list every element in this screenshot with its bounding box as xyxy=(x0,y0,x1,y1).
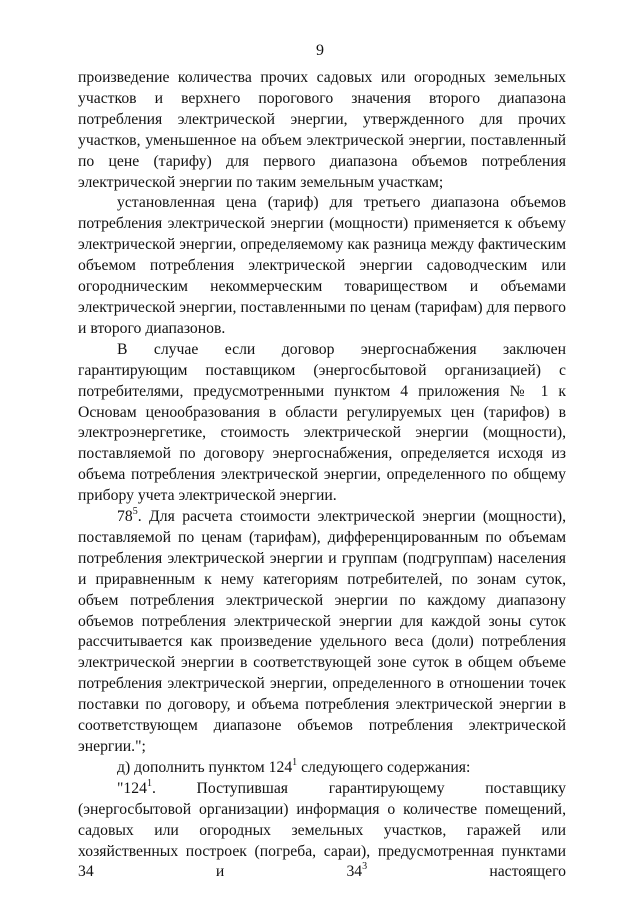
clause-number: 78 xyxy=(117,508,133,526)
clause-text: . Для расчета стоимости электрической энергии (мощности), поставляемой по ценам (тарифам), дифференцированным по объемам потребления электрической энергии и группам (подгруппам) населения и приравненным к нему категориям потребителей, по зонам суток, объем потребления электрической энергии по каждому диапазону объемов потребления электрической энергии для каждой зоны суток рассчитывается как произведение удельного веса (доли) потребления электрической энергии в соответствующей зоне суток в общем объеме потребления электрической энергии, определенного в отношении точек поставки по договору, и объема потребления электрической энергии в соответствующем диапазоне объемов потребления электрической энергии."; xyxy=(78,508,566,755)
reference-superscript: 3 xyxy=(362,861,368,873)
page-number: 9 xyxy=(316,42,324,59)
paragraph-4-clause-78-5 xyxy=(78,507,566,758)
clause-text-end: настоящего xyxy=(367,863,566,881)
paragraph-1: произведение количества прочих садовых или огородных земельных участков и верхнего порогового значения второго диапазона потребления электрической энергии, утвержденного для прочих участков, уменьшенное на объем электрической энергии, поставленный по цене (тарифу) для первого диапазона объемов потребления электрической энергии по таким земельным участкам; xyxy=(78,69,566,191)
amendment-text-end: следующего содержания: xyxy=(297,758,471,776)
clause-number: "124 xyxy=(117,779,147,797)
paragraph-2: установленная цена (тариф) для третьего диапазона объемов потребления электрической энергии (мощности) применяется к объему электрической энергии, определяемому как разница между фактическим объемом потребления электрической энергии садоводческим или огородническим некоммерческим товариществом и объемами электрической энергии, поставленными по ценам (тарифам) для первого и второго диапазонов. xyxy=(78,194,566,337)
amendment-superscript: 1 xyxy=(292,756,298,768)
paragraph-6-clause-124-1 xyxy=(78,779,566,884)
amendment-text-start: д) дополнить пунктом 124 xyxy=(117,758,293,776)
document-body xyxy=(78,68,566,883)
paragraph-5-amendment-d xyxy=(78,758,566,779)
clause-superscript: 1 xyxy=(146,777,152,789)
clause-text: . Поступившая гарантирующему поставщику (энергосбытовой организации) информация о количестве помещений, садовых или огородных земельных участков, гаражей или хозяйственных построек (погреба, сараи), предусмотренная пунктами 34 и 34 xyxy=(78,779,566,881)
paragraph-3: В случае если договор энергоснабжения заключен гарантирующим поставщиком (энергосбытовой организацией) с потребителями, предусмотренными пунктом 4 приложения № 1 к Основам ценообразования в области регулируемых цен (тарифов) в электроэнергетике, стоимость электрической энергии (мощности), поставляемой по договору энергоснабжения, определяется исходя из объема потребления электрической энергии, определенного по общему прибору учета электрической энергии. xyxy=(78,340,566,505)
clause-superscript: 5 xyxy=(132,505,138,517)
